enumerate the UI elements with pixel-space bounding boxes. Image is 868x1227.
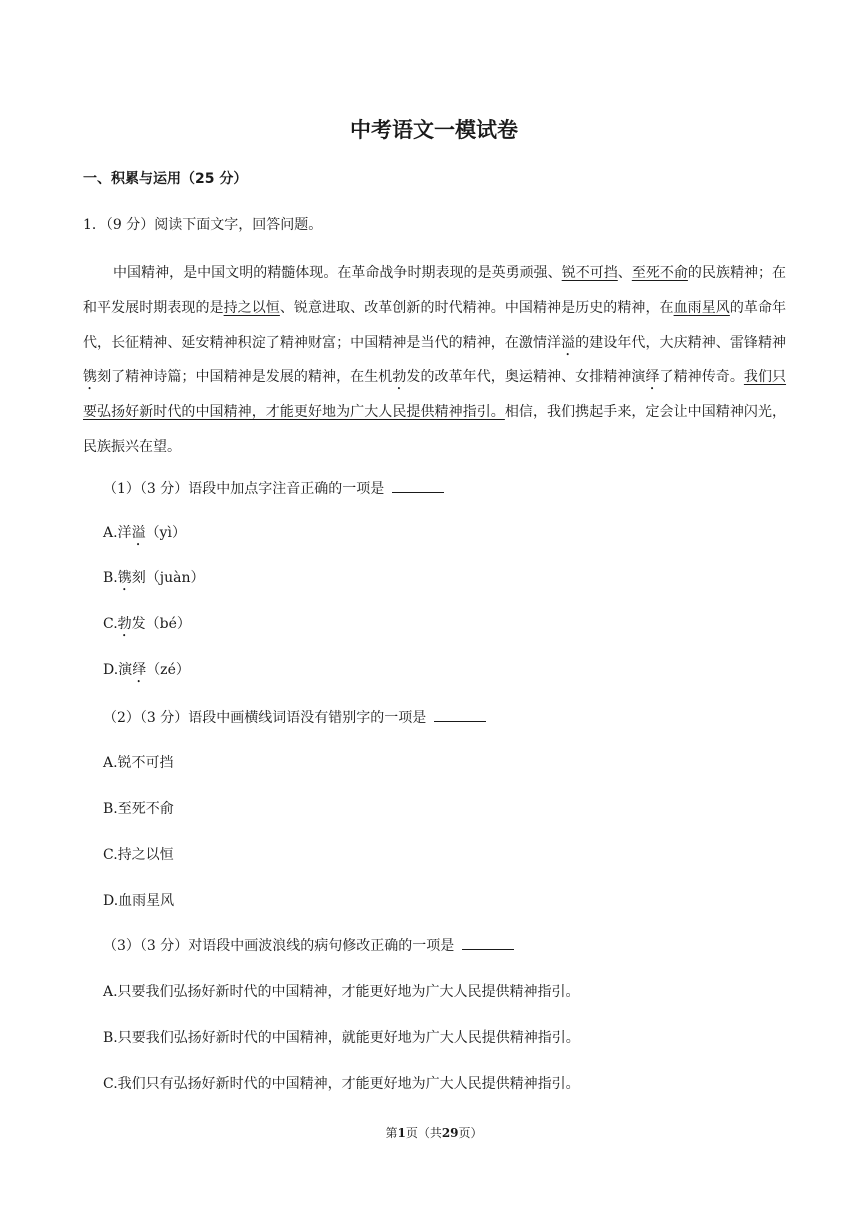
- wavy-underlined-sentence: 我们只要弘扬好新时代的中国精神，才能更好地为广大人民提供精神指引。: [83, 369, 787, 421]
- option-1d: [103, 659, 190, 686]
- underlined-word: 血雨星风: [673, 299, 730, 316]
- dotted-character: 溢: [561, 334, 576, 351]
- footer-text: 第: [385, 1126, 398, 1140]
- passage-text: 的建设年代，大庆精神、雷锋精神: [575, 334, 787, 351]
- sub-question-1-prompt: [103, 478, 444, 498]
- page-footer: [0, 1124, 868, 1141]
- passage-text: 、: [617, 265, 632, 281]
- option-2b: B.至死不俞: [103, 801, 174, 817]
- option-1a: [103, 522, 186, 549]
- dotted-character: 绎: [132, 662, 147, 678]
- passage-text: 、锐意进取、改革创新的时代精神。中国精神是历史的精神，在: [279, 299, 674, 316]
- option-1c: [103, 613, 191, 640]
- passage-text: 相信，我们携起手来，定会让中国精神闪光，民族振兴在望。: [83, 404, 787, 455]
- option-2c: C.持之以恒: [103, 847, 174, 863]
- option-text: D.演: [103, 662, 133, 678]
- answer-blank[interactable]: [434, 707, 486, 722]
- underlined-word: 持之以恒: [223, 299, 280, 316]
- sub-question-2-prompt: [103, 707, 486, 727]
- option-text: 刻（juàn）: [131, 570, 205, 586]
- option-text: 发（bé）: [131, 616, 191, 632]
- option-2d: D.血雨星风: [103, 893, 175, 909]
- underlined-word: 锐不可挡: [561, 265, 618, 281]
- reading-passage: [83, 256, 786, 465]
- prompt-text: （1）（3 分）语段中加点字注音正确的一项是: [103, 481, 385, 497]
- dotted-character: 勃: [117, 616, 132, 632]
- page-title: 中考语文一模试卷: [350, 118, 518, 142]
- option-1b: [103, 567, 204, 594]
- question-intro: 1．（9 分）阅读下面文字，回答问题。: [83, 217, 323, 233]
- page-number: 1: [397, 1126, 406, 1140]
- option-3c: C.我们只有弘扬好新时代的中国精神，才能更好地为广大人民提供精神指引。: [103, 1076, 580, 1092]
- prompt-text: （2）（3 分）语段中画横线词语没有错别字的一项是: [103, 710, 427, 726]
- dotted-character: 溢: [131, 525, 146, 541]
- option-3a: A.只要我们弘扬好新时代的中国精神，才能更好地为广大人民提供精神指引。: [103, 984, 580, 1000]
- footer-text: 页（共: [405, 1126, 442, 1140]
- option-3b: B.只要我们弘扬好新时代的中国精神，就能更好地为广大人民提供精神指引。: [103, 1030, 580, 1046]
- dotted-character: 勃: [392, 369, 407, 386]
- option-text: （zé）: [146, 662, 190, 678]
- passage-text: 中国精神，是中国文明的精髓体现。在革命战争时期表现的是英勇顽强、: [113, 265, 562, 281]
- passage-text: 了精神传奇。: [659, 369, 744, 386]
- dotted-character: 绎: [645, 369, 660, 386]
- passage-text: 的民族精神；在和平发展时期表现的是: [83, 265, 787, 316]
- passage-text: 发的改革年代，奥运精神、女排精神演: [406, 369, 646, 386]
- answer-blank[interactable]: [462, 935, 514, 950]
- footer-text: 页）: [458, 1126, 483, 1140]
- section-heading: 一、积累与运用（25 分）: [83, 171, 248, 187]
- option-text: B.: [103, 570, 118, 586]
- total-pages: 29: [441, 1126, 459, 1140]
- dotted-character: 镌: [117, 570, 132, 586]
- passage-text: 刻了精神诗篇；中国精神是发展的精神，在生机: [97, 369, 393, 386]
- dotted-character: 镌: [83, 369, 98, 386]
- option-text: C.: [103, 616, 118, 632]
- option-text: （yì）: [145, 525, 186, 541]
- underlined-word: 至死不俞: [631, 265, 688, 281]
- option-text: A.洋: [103, 525, 132, 541]
- option-2a: A.锐不可挡: [103, 755, 174, 771]
- sub-question-3-prompt: [103, 935, 514, 955]
- passage-text: 的革命年代，长征精神、延安精神积淀了精神财富；中国精神是当代的精神，在激情洋: [83, 299, 787, 351]
- prompt-text: （3）（3 分）对语段中画波浪线的病句修改正确的一项是: [103, 938, 455, 954]
- answer-blank[interactable]: [392, 478, 444, 493]
